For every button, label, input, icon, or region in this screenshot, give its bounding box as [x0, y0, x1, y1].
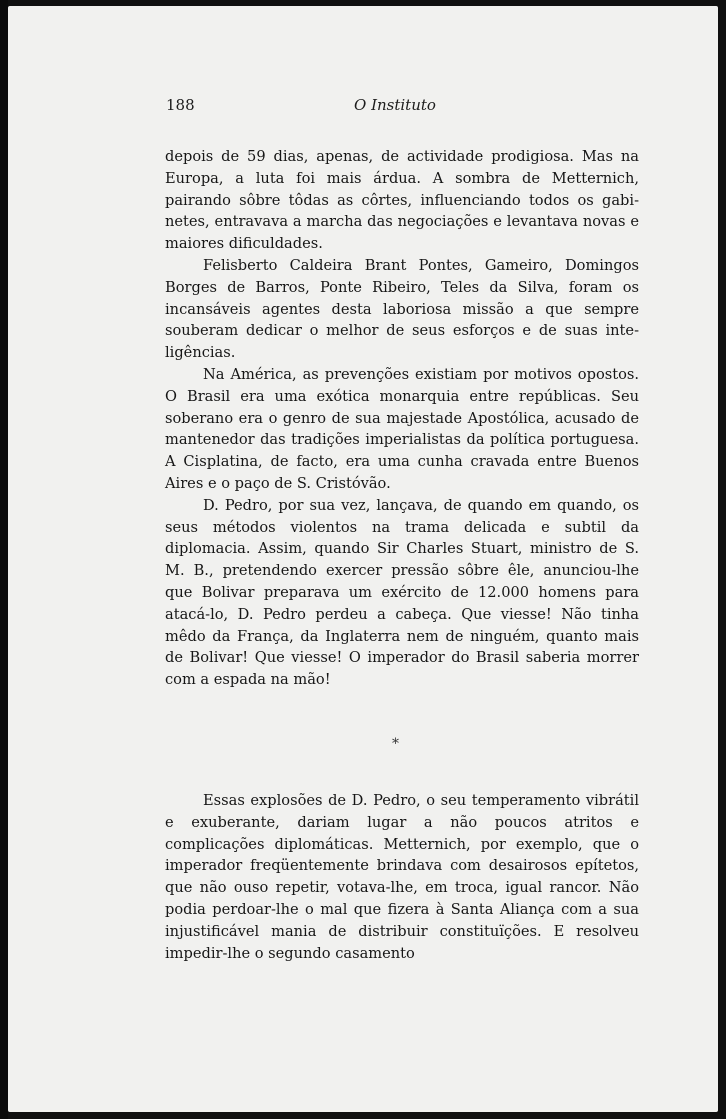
scan-border — [0, 0, 8, 1119]
paragraph: depois de 59 dias, apenas, de actividade prodigiosa. Mas na Europa, a luta foi mais árdua. A sombra de Metternich, pairando sôbre tôdas as côrtes, influenciando todos os gabinetes, entravava a marcha das negociações e levantava novas e maiores dificuldades. — [165, 148, 639, 253]
paragraph: Essas explosões de D. Pedro, o seu temperamento vibrátil e exuberante, dariam lugar a não poucos atritos e complicações diplomáticas. Metternich, por exemplo, que o imperador freqüentemente brindava com desairosos epítetos, que não ouso repetir, votava-lhe, em troca, igual rancor. Não podia perdoar-lhe o mal que fizera à Santa Aliança com a sua injustificável mania de distribuir constituïções. E resolveu impedir-lhe o segundo casamento — [165, 792, 639, 962]
paragraph: D. Pedro, por sua vez, lançava, de quando em quando, os seus métodos violentos na trama delicada e subtil da diplomacia. Assim, quando Sir Charles Stuart, ministro de S. M. B., pretendendo exercer pressão sôbre êle, anunciou-lhe que Bolivar preparava um exército de 12.000 homens para atacá-lo, D. Pedro perdeu a cabeça. Que viesse! Não tinha mêdo da França, da Inglaterra nem de ninguém, quanto mais de Bolivar! Que viesse! O imperador do Brasil saberia morrer com a espada na mão! — [165, 496, 639, 689]
text-block-2 — [165, 790, 639, 964]
paragraph: Na América, as prevenções existiam por motivos opostos. O Brasil era uma exótica monarquia entre repúblicas. Seu soberano era o genro de sua majestade Apostólica, acusado de mantenedor das tradições imperialistas da política portuguesa. A Cisplatina, de facto, era uma cunha cravada entre Buenos Aires e o paço de S. Cristóvão. — [165, 365, 639, 492]
paragraph: Felisberto Caldeira Brant Pontes, Gameiro, Domingos Borges de Barros, Ponte Ribeiro, Teles da Silva, foram os incansáveis agentes desta laboriosa missão a que sempre souberam dedicar o melhor de seus esforços e de suas inteligências. — [165, 256, 639, 362]
section-separator: * — [392, 736, 399, 752]
running-title: O Instituto — [354, 96, 436, 114]
text-block-1 — [165, 146, 639, 691]
page-number: 188 — [166, 96, 195, 114]
